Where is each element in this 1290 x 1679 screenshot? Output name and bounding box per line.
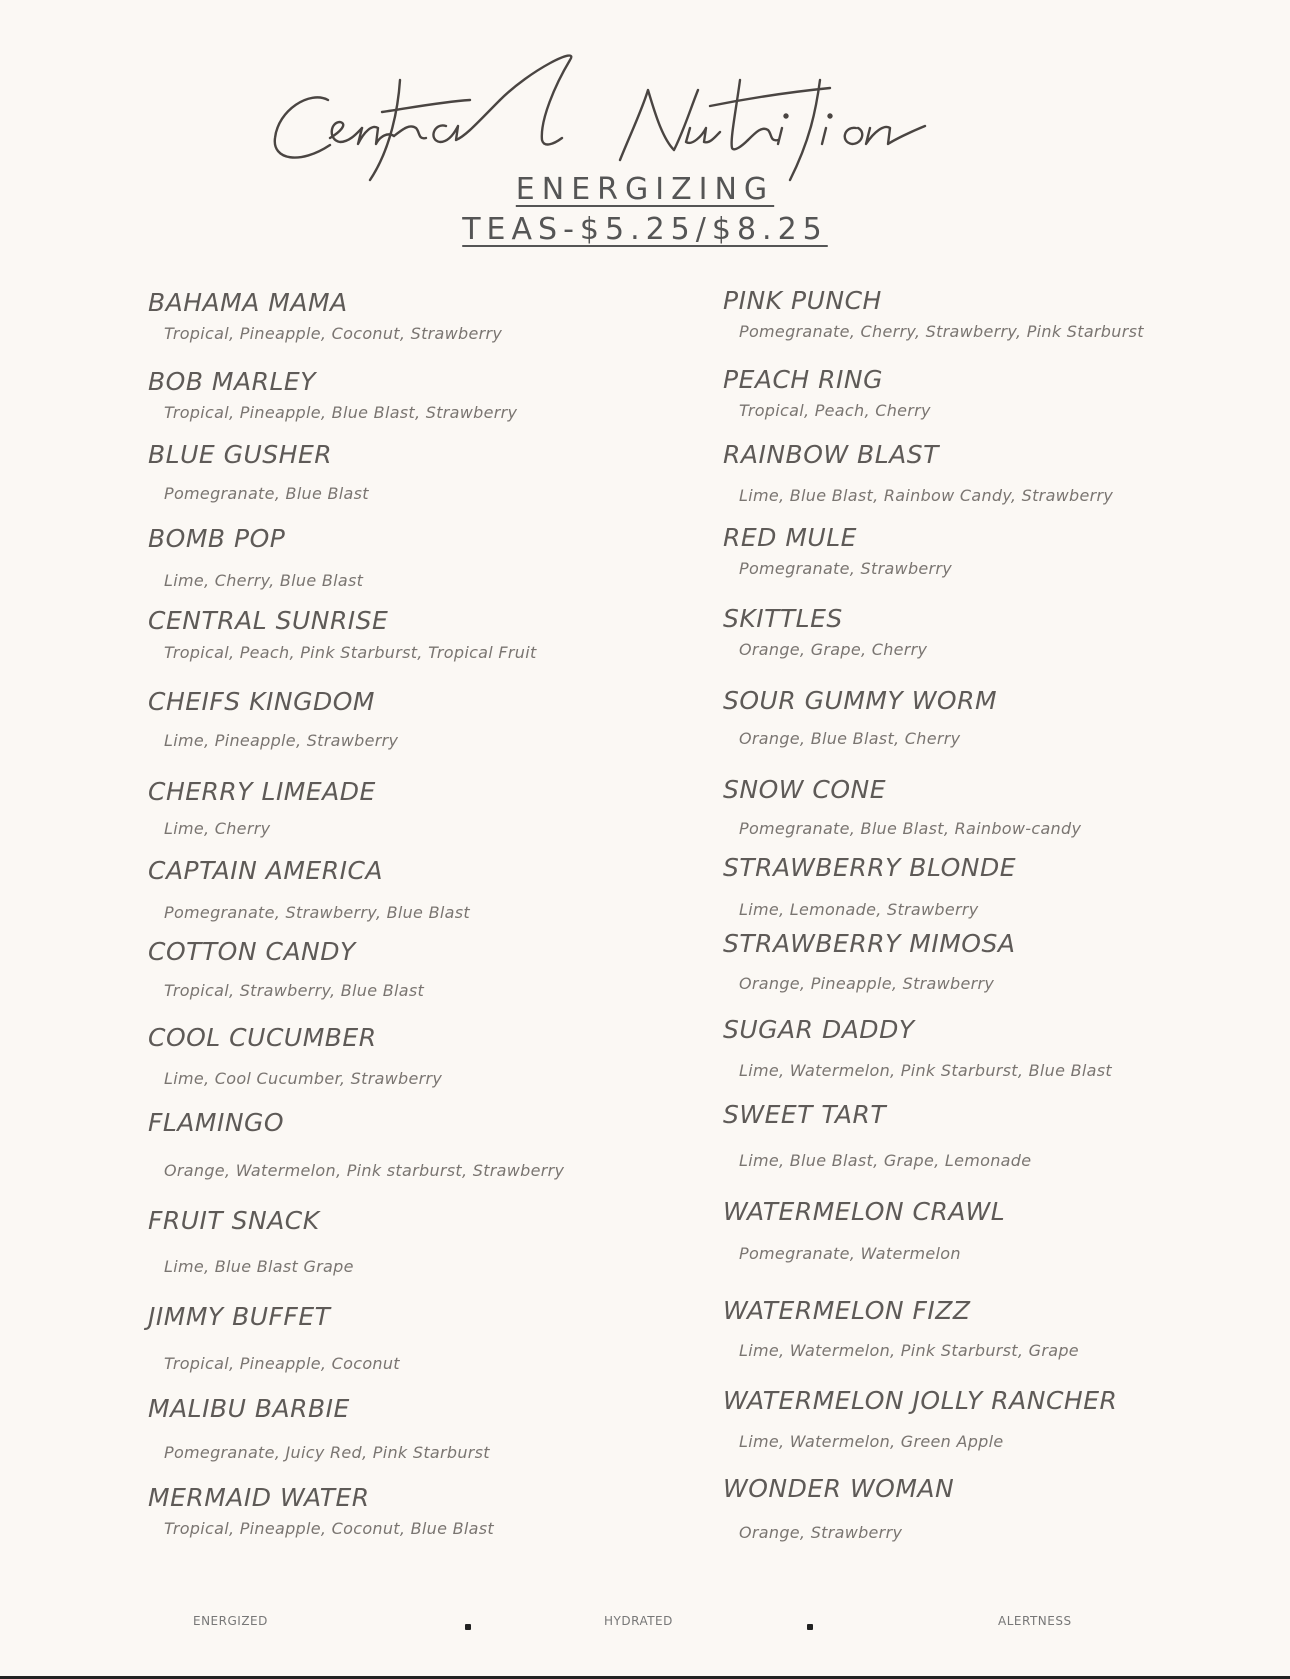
footer-dot xyxy=(807,1624,813,1630)
footer-dot xyxy=(465,1624,471,1630)
tea-name: SNOW CONE xyxy=(723,775,887,804)
tea-name: CENTRAL SUNRISE xyxy=(148,606,389,635)
tea-flavors: Tropical, Pineapple, Blue Blast, Strawberry xyxy=(164,403,518,422)
tea-flavors: Lime, Lemonade, Strawberry xyxy=(739,900,979,919)
tea-flavors: Tropical, Pineapple, Coconut, Strawberry xyxy=(164,324,503,343)
tea-flavors: Pomegranate, Watermelon xyxy=(739,1244,961,1263)
menu-item xyxy=(723,1197,1005,1263)
tea-name: CAPTAIN AMERICA xyxy=(148,856,384,885)
tea-name: MERMAID WATER xyxy=(148,1483,370,1512)
tea-flavors: Tropical, Pineapple, Coconut xyxy=(164,1354,400,1373)
tea-flavors: Lime, Watermelon, Pink Starburst, Grape xyxy=(739,1341,1079,1360)
tea-name: SWEET TART xyxy=(723,1100,887,1129)
tea-flavors: Pomegranate, Blue Blast, Rainbow-candy xyxy=(739,819,1082,838)
menu-item xyxy=(148,687,398,750)
menu-item xyxy=(723,853,1016,919)
tea-flavors: Orange, Blue Blast, Cherry xyxy=(739,729,961,748)
tea-name: WATERMELON FIZZ xyxy=(723,1296,971,1325)
tea-flavors: Lime, Pineapple, Strawberry xyxy=(164,731,399,750)
central-nutrition-logo xyxy=(270,40,1010,190)
menu-item xyxy=(723,1386,1117,1451)
tea-name: BAHAMA MAMA xyxy=(148,288,348,317)
menu-item xyxy=(148,937,424,1000)
tea-flavors: Lime, Blue Blast, Grape, Lemonade xyxy=(739,1151,1032,1170)
tea-name: WATERMELON CRAWL xyxy=(723,1197,1006,1226)
heading-teas-price: TEAS-$5.25/$8.25 xyxy=(462,212,828,247)
tea-name: STRAWBERRY BLONDE xyxy=(723,853,1017,882)
tea-name: FLAMINGO xyxy=(148,1108,285,1137)
tea-flavors: Pomegranate, Strawberry, Blue Blast xyxy=(164,903,470,922)
tea-name: CHEIFS KINGDOM xyxy=(148,687,375,716)
tea-flavors: Pomegranate, Cherry, Strawberry, Pink Starburst xyxy=(739,322,1144,341)
tea-name: BLUE GUSHER xyxy=(148,440,333,469)
menu-item xyxy=(148,1483,494,1538)
tea-flavors: Lime, Cool Cucumber, Strawberry xyxy=(164,1069,443,1088)
tea-flavors: Pomegranate, Strawberry xyxy=(739,559,953,578)
menu-item xyxy=(723,365,931,420)
tea-flavors: Lime, Watermelon, Pink Starburst, Blue Blast xyxy=(739,1061,1112,1080)
menu-item xyxy=(148,288,502,343)
tea-flavors: Tropical, Pineapple, Coconut, Blue Blast xyxy=(164,1519,494,1538)
menu-item xyxy=(148,856,470,922)
tea-flavors: Lime, Blue Blast Grape xyxy=(164,1257,354,1276)
tea-name: JIMMY BUFFET xyxy=(148,1302,331,1331)
tea-flavors: Tropical, Strawberry, Blue Blast xyxy=(164,981,425,1000)
tea-flavors: Orange, Watermelon, Pink starburst, Strawberry xyxy=(164,1161,565,1180)
menu-item xyxy=(723,286,1144,341)
tea-name: WATERMELON JOLLY RANCHER xyxy=(723,1386,1118,1415)
footer-energized: ENERGIZED xyxy=(193,1614,268,1628)
menu-item xyxy=(148,524,363,590)
tea-name: PINK PUNCH xyxy=(723,286,882,315)
tea-flavors: Orange, Pineapple, Strawberry xyxy=(739,974,995,993)
tea-name: CHERRY LIMEADE xyxy=(148,777,376,806)
menu-item xyxy=(723,523,952,578)
tea-name: BOB MARLEY xyxy=(148,367,316,396)
tea-name: PEACH RING xyxy=(723,365,883,394)
tea-name: FRUIT SNACK xyxy=(148,1206,320,1235)
menu-item xyxy=(723,929,1015,993)
tea-name: WONDER WOMAN xyxy=(723,1474,955,1503)
footer-alertness: ALERTNESS xyxy=(998,1614,1072,1628)
menu-item xyxy=(723,686,997,748)
menu-item xyxy=(148,777,376,838)
tea-flavors: Pomegranate, Juicy Red, Pink Starburst xyxy=(164,1443,490,1462)
tea-name: MALIBU BARBIE xyxy=(148,1394,350,1423)
tea-flavors: Orange, Grape, Cherry xyxy=(739,640,928,659)
menu-item xyxy=(723,775,1081,838)
menu-item xyxy=(723,440,1113,505)
tea-flavors: Lime, Cherry xyxy=(164,819,271,838)
tea-flavors: Lime, Blue Blast, Rainbow Candy, Strawberry xyxy=(739,486,1114,505)
menu-item xyxy=(723,604,927,659)
menu-item xyxy=(723,1100,1031,1170)
tea-name: SKITTLES xyxy=(723,604,843,633)
tea-flavors: Lime, Cherry, Blue Blast xyxy=(164,571,364,590)
menu-item xyxy=(148,1108,564,1180)
tea-flavors: Orange, Strawberry xyxy=(739,1523,903,1542)
menu-item xyxy=(148,440,369,503)
menu-item xyxy=(148,1206,354,1276)
tea-flavors: Tropical, Peach, Cherry xyxy=(739,401,931,420)
menu-item xyxy=(148,606,537,662)
tea-name: SUGAR DADDY xyxy=(723,1015,915,1044)
menu-item xyxy=(723,1015,1112,1080)
menu-item xyxy=(723,1474,954,1542)
tea-name: RAINBOW BLAST xyxy=(723,440,939,469)
tea-name: BOMB POP xyxy=(148,524,286,553)
tea-flavors: Lime, Watermelon, Green Apple xyxy=(739,1432,1004,1451)
tea-name: STRAWBERRY MIMOSA xyxy=(723,929,1016,958)
tea-name: SOUR GUMMY WORM xyxy=(723,686,998,715)
tea-name: COTTON CANDY xyxy=(148,937,356,966)
tea-flavors: Tropical, Peach, Pink Starburst, Tropical Fruit xyxy=(164,643,537,662)
tea-name: RED MULE xyxy=(723,523,857,552)
script-logo-graphic xyxy=(270,40,1010,190)
menu-item xyxy=(148,367,517,422)
heading-energizing: ENERGIZING xyxy=(515,172,775,207)
footer-hydrated: HYDRATED xyxy=(604,1614,673,1628)
menu-item xyxy=(148,1302,400,1373)
tea-name: COOL CUCUMBER xyxy=(148,1023,377,1052)
menu-item xyxy=(148,1023,442,1088)
menu-item xyxy=(723,1296,1079,1360)
menu-item xyxy=(148,1394,490,1462)
tea-flavors: Pomegranate, Blue Blast xyxy=(164,484,369,503)
